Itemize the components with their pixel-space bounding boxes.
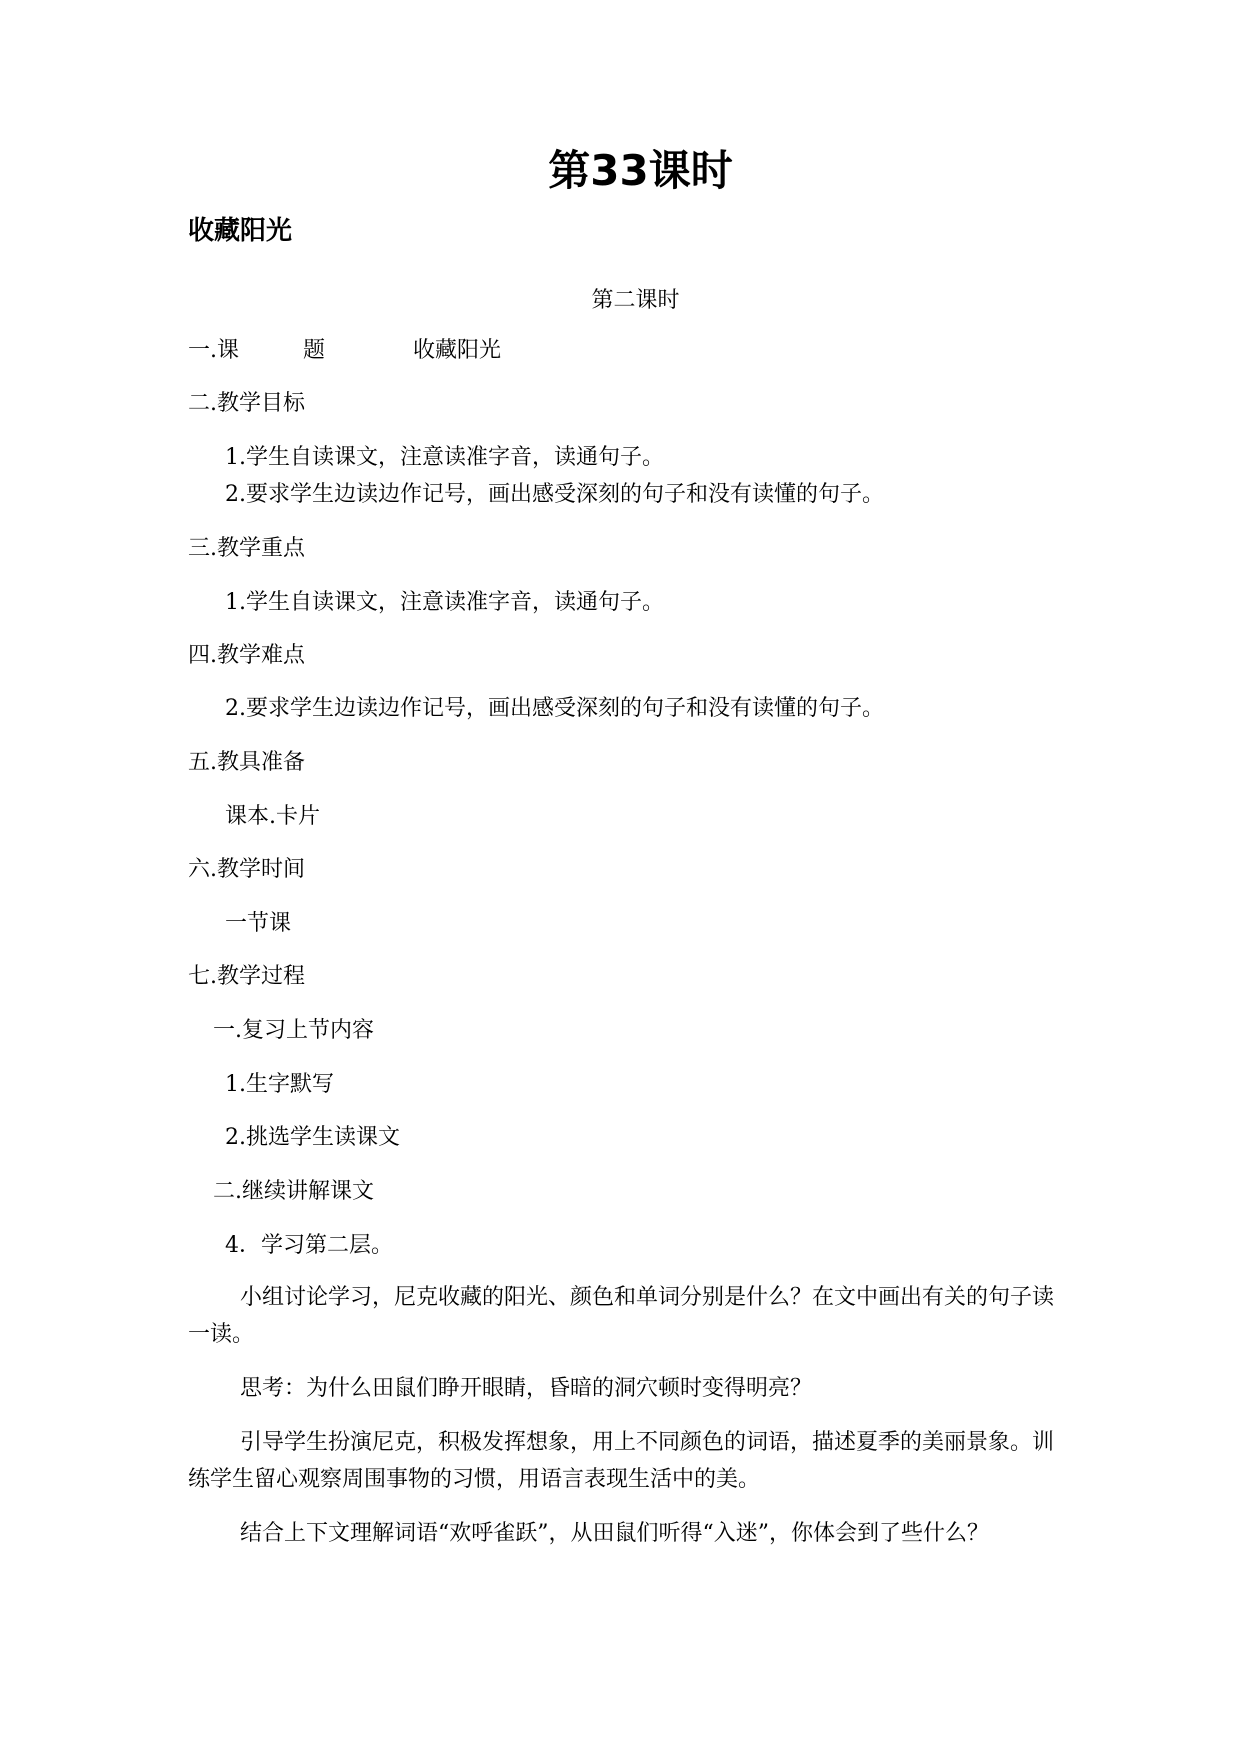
- review-item-1: 1.生字默写: [225, 1072, 334, 1097]
- materials-item-1: 课本.卡片: [225, 804, 320, 829]
- section-process-heading: 七.教学过程: [188, 964, 305, 989]
- section-objectives-heading: 二.教学目标: [188, 391, 305, 416]
- section-time-heading: 六.教学时间: [188, 857, 305, 882]
- objective-item-1: 1.学生自读课文，注意读准字音，读通句子。: [225, 445, 664, 470]
- section-topic-label-2: 题: [303, 338, 326, 363]
- difficulty-item-1: 2.要求学生边读边作记号，画出感受深刻的句子和没有读懂的句子。: [225, 696, 884, 721]
- section-difficulties-heading: 四.教学难点: [188, 643, 305, 668]
- lesson-subtitle: 收藏阳光: [188, 216, 293, 246]
- process-sub-continue: 二.继续讲解课文: [213, 1179, 374, 1204]
- section-topic-label: 一.课: [188, 338, 239, 363]
- objective-item-2: 2.要求学生边读边作记号，画出感受深刻的句子和没有读懂的句子。: [225, 482, 884, 507]
- page-title: 第33课时: [548, 146, 733, 195]
- lesson-part: 第二课时: [591, 288, 680, 313]
- section-topic: [188, 340, 501, 362]
- section-materials-heading: 五.教具准备: [188, 750, 305, 775]
- process-sub-review: 一.复习上节内容: [213, 1018, 374, 1043]
- continue-item-1: 4．学习第二层。: [225, 1233, 393, 1258]
- paragraph-4: 结合上下文理解词语“欢呼雀跃”，从田鼠们听得“入迷”，你体会到了些什么？: [240, 1521, 989, 1546]
- paragraph-2: 思考：为什么田鼠们睁开眼睛，昏暗的洞穴顿时变得明亮？: [240, 1376, 813, 1401]
- review-item-2: 2.挑选学生读课文: [225, 1125, 400, 1150]
- section-key-points-heading: 三.教学重点: [188, 536, 305, 561]
- section-topic-value: 收藏阳光: [413, 338, 502, 363]
- key-point-item-1: 1.学生自读课文，注意读准字音，读通句子。: [225, 590, 664, 615]
- paragraph-3: 引导学生扮演尼克，积极发挥想象，用上不同颜色的词语，描述夏季的美丽景象。训练学生留心观察周围事物的习惯，用语言表现生活中的美。: [188, 1430, 1055, 1492]
- time-item-1: 一节课: [225, 911, 292, 936]
- paragraph-1: 小组讨论学习，尼克收藏的阳光、颜色和单词分别是什么？在文中画出有关的句子读一读。: [188, 1285, 1055, 1347]
